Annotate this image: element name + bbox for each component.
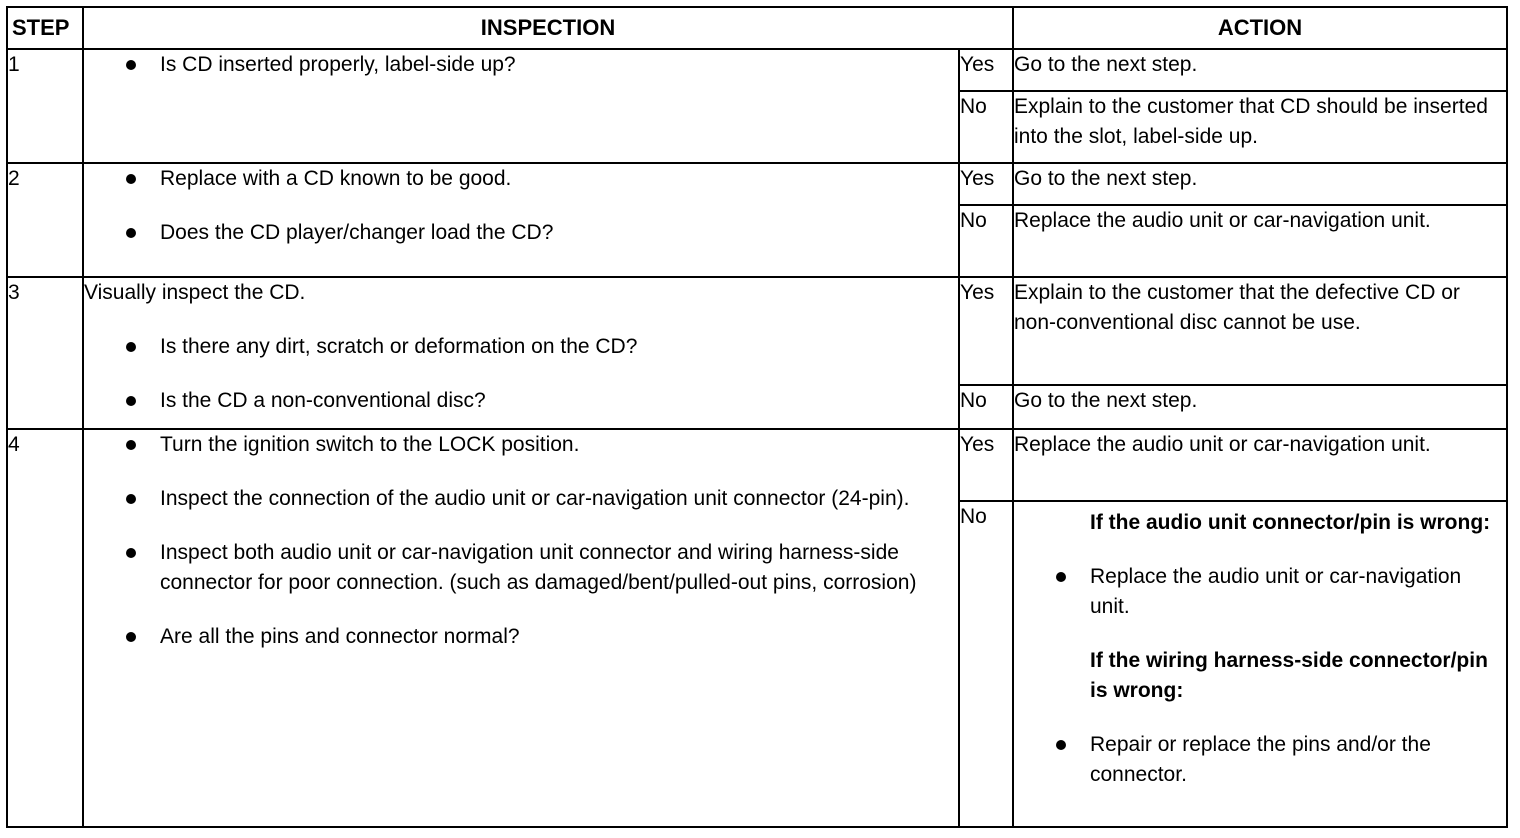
table-row [7,277,1507,385]
diagnostic-table [6,6,1508,828]
inspection-text: Are all the pins and connector normal? [160,625,520,648]
bullet-icon [126,342,136,352]
action-text: Repair or replace the pins and/or the connector. [1090,733,1431,786]
inspection-text: Inspect the connection of the audio unit or car-navigation unit connector (24-pin). [160,487,910,510]
inspection-text: Is the CD a non-conventional disc? [160,389,486,412]
action-text: Replace the audio unit or car-navigation unit. [1090,565,1462,618]
inspection-item [126,218,958,248]
bullet-icon [126,632,136,642]
inspection-item [126,164,958,194]
yes-label: Yes [959,163,1013,205]
yes-label: Yes [959,277,1013,385]
inspection-text: Inspect both audio unit or car-navigation unit connector and wiring harness-side connector for poor connection. (such as damaged/bent/pulled-out pins, corrosion) [160,541,917,594]
inspection-text: Is CD inserted properly, label-side up? [160,53,516,76]
no-action [1013,501,1507,827]
inspection-text: Is there any dirt, scratch or deformation on the CD? [160,335,638,358]
no-action: Replace the audio unit or car-navigation unit. [1013,205,1507,277]
inspection-cell [83,163,959,277]
inspection-cell [83,429,959,827]
inspection-item [126,50,958,80]
inspection-text: Does the CD player/changer load the CD? [160,221,554,244]
step-header: STEP [7,7,83,49]
step-number: 2 [7,163,83,277]
action-header: ACTION [1013,7,1507,49]
inspection-cell [83,49,959,163]
header-row [7,7,1507,49]
step-number: 4 [7,429,83,827]
no-action: Explain to the customer that CD should be inserted into the slot, label-side up. [1013,91,1507,163]
inspection-text: Replace with a CD known to be good. [160,167,512,190]
yes-action: Explain to the customer that the defective CD or non-conventional disc cannot be use. [1013,277,1507,385]
yes-action: Go to the next step. [1013,163,1507,205]
condition-heading: If the audio unit connector/pin is wrong: [1090,511,1491,534]
step-number: 3 [7,277,83,429]
no-label: No [959,91,1013,163]
yes-label: Yes [959,49,1013,91]
inspection-intro: Visually inspect the CD. [84,281,306,304]
bullet-icon [126,174,136,184]
no-label: No [959,501,1013,827]
table-row [7,49,1507,91]
inspection-header: INSPECTION [83,7,1013,49]
table-row [7,163,1507,205]
yes-label: Yes [959,429,1013,501]
yes-action: Go to the next step. [1013,49,1507,91]
yes-action: Replace the audio unit or car-navigation unit. [1013,429,1507,501]
bullet-icon [1056,740,1066,750]
inspection-item [126,538,958,598]
step-number: 1 [7,49,83,163]
no-action: Go to the next step. [1013,385,1507,429]
inspection-item [126,332,958,362]
inspection-text: Turn the ignition switch to the LOCK position. [160,433,580,456]
inspection-item [126,484,958,514]
no-label: No [959,205,1013,277]
bullet-icon [126,228,136,238]
inspection-item [126,386,958,416]
table-row [7,429,1507,501]
bullet-icon [126,440,136,450]
inspection-cell [83,277,959,429]
bullet-icon [1056,572,1066,582]
bullet-icon [126,396,136,406]
action-item [1056,730,1506,790]
bullet-icon [126,494,136,504]
action-item [1056,562,1506,622]
inspection-item [126,430,958,460]
bullet-icon [126,548,136,558]
inspection-item [126,622,958,652]
no-label: No [959,385,1013,429]
bullet-icon [126,60,136,70]
condition-heading: If the wiring harness-side connector/pin is wrong: [1090,649,1488,702]
